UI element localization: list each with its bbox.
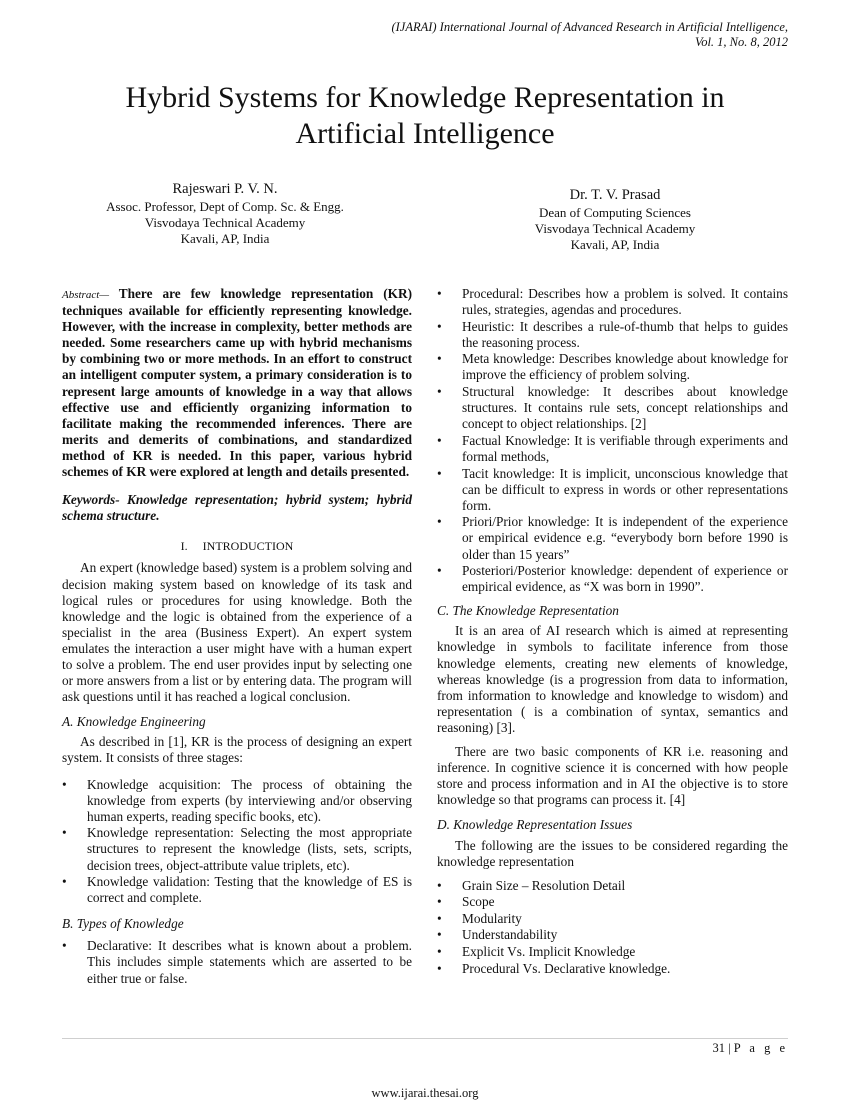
right-column xyxy=(437,286,788,977)
list-item: • Factual Knowledge: It is verifiable through experiments and formal methods, xyxy=(437,433,788,465)
page-number-value: 31 | xyxy=(712,1041,734,1055)
author-institution: Visvodaya Technical Academy xyxy=(144,215,306,230)
author-affiliation: Dean of Computing Sciences xyxy=(539,205,691,220)
list-item: • Tacit knowledge: It is implicit, unconscious knowledge that can be difficult to express in words or other representations form. xyxy=(437,466,788,514)
journal-volume: Vol. 1, No. 8, 2012 xyxy=(694,35,788,49)
page-number xyxy=(713,1041,788,1056)
subsection-heading-a: A. Knowledge Engineering xyxy=(62,714,206,730)
footer-url[interactable]: www.ijarai.thesai.org xyxy=(371,1086,479,1100)
journal-name: (IJARAI) International Journal of Advanced Research in Artificial Intelligence, xyxy=(391,20,788,34)
list-item: • Procedural: Describes how a problem is solved. It contains rules, strategies, agendas and procedures. xyxy=(437,286,788,318)
section-title: INTRODUCTION xyxy=(202,539,294,554)
title-line-2: Artificial Intelligence xyxy=(295,117,555,150)
list-item: • Procedural Vs. Declarative knowledge. xyxy=(437,961,788,977)
footer-divider xyxy=(62,1038,788,1039)
author-name: Rajeswari P. V. N. xyxy=(172,181,278,197)
subsection-heading-c: C. The Knowledge Representation xyxy=(437,603,619,619)
list-item: • Knowledge representation: Selecting the most appropriate structures to represent the knowledge (lists, sets, scripts, decision trees, object-attribute value triplets, etc). xyxy=(62,825,412,873)
abstract-text: There are few knowledge representation (KR) techniques available for efficiently representing knowledge. However, with the increase in complexity, better methods are needed. Some researchers came up with hybrid mechanisms by combining two or more methods. In an effort to construct an intelligent computer system, a primary consideration is to represent large amounts of knowledge in a way that allows effective use and efficiently organizing information to facilitate making the recommended inferences. There are merits and demerits of combinations, and standardized method of KR is needed. In this paper, various hybrid schemes of KR were explored at length and details presented. xyxy=(62,286,412,480)
paper-title xyxy=(40,80,810,152)
section-a-paragraph: As described in [1], KR is the process of designing an expert system. It consists of three stages: xyxy=(62,734,412,766)
list-item: • Posteriori/Posterior knowledge: dependent of experience or empirical evidence, as “X was born in 1990”. xyxy=(437,563,788,595)
author-name: Dr. T. V. Prasad xyxy=(569,187,661,203)
list-item: • Structural knowledge: It describes about knowledge structures. It contains rule sets, concept relationships and concept to object relationships. [2] xyxy=(437,384,788,432)
list-item: • Explicit Vs. Implicit Knowledge xyxy=(437,944,788,960)
section-d-paragraph: The following are the issues to be considered regarding the knowledge representation xyxy=(437,837,788,869)
keywords: Keywords- Knowledge representation; hybrid system; hybrid schema structure. xyxy=(62,492,412,524)
list-item: • Knowledge acquisition: The process of obtaining the knowledge from experts (by interviewing and/or observing human experts, reading specific books, etc). xyxy=(62,777,412,825)
list-item: • Modularity xyxy=(437,911,788,927)
author-institution: Visvodaya Technical Academy xyxy=(534,221,696,236)
section-heading-introduction xyxy=(62,538,412,554)
kr-issues-list xyxy=(437,878,788,977)
list-item: • Priori/Prior knowledge: It is independent of the experience or empirical evidence e.g. “everybody born before 1990 is older than 15 years” xyxy=(437,514,788,562)
author-affiliation: Assoc. Professor, Dept of Comp. Sc. & Engg. xyxy=(106,199,344,214)
section-c-paragraph-1: It is an area of AI research which is aimed at representing knowledge in symbols to facilitate inference from those knowledge elements, creating new elements of knowledge, whereas knowledge (is a progression from data to information, from information to knowledge and knowledge to wisdom) and representation ( is a combination of syntax, semantics and reasoning) [3]. xyxy=(437,623,788,735)
author-location: Kavali, AP, India xyxy=(180,231,270,246)
section-number: I. xyxy=(180,539,188,554)
list-item: • Declarative: It describes what is known about a problem. This includes simple statements which are asserted to be either true or false. xyxy=(62,938,412,986)
title-line-1: Hybrid Systems for Knowledge Representation in xyxy=(125,81,725,114)
abstract xyxy=(62,286,412,480)
list-item: • Meta knowledge: Describes knowledge about knowledge for improve the efficiency of problem solving. xyxy=(437,351,788,383)
abstract-label: Abstract— xyxy=(62,289,110,301)
author-block-1 xyxy=(80,180,370,247)
list-item: • Heuristic: It describes a rule-of-thumb that helps to guides the reasoning process. xyxy=(437,319,788,351)
section-c-paragraph-2: There are two basic components of KR i.e. reasoning and inference. In cognitive science it is concerned with how people store and process information and in AI the objective is to store knowledge so that programs can process it. [4] xyxy=(437,744,788,808)
left-column xyxy=(62,286,412,987)
stages-list xyxy=(62,777,412,907)
knowledge-types-list-left xyxy=(62,938,412,986)
list-item: • Understandability xyxy=(437,927,788,943)
list-item: • Knowledge validation: Testing that the knowledge of ES is correct and complete. xyxy=(62,874,412,906)
list-item: • Scope xyxy=(437,894,788,910)
knowledge-types-list-right xyxy=(437,286,788,595)
running-header xyxy=(391,20,788,50)
author-location: Kavali, AP, India xyxy=(570,237,660,252)
author-block-2 xyxy=(455,186,775,253)
intro-paragraph: An expert (knowledge based) system is a problem solving and decision making system based on knowledge of its task and logical rules or procedures for using knowledge. Both the knowledge and the logic is obtained from the experience of a specialist in the area (Business Expert). An expert system emulates the interaction a user might have with a human expert to solve a problem. The end user provides input by selecting one or more answers from a list or by entering data. The program will ask questions until it has reached a logical conclusion. xyxy=(62,560,412,705)
subsection-heading-b: B. Types of Knowledge xyxy=(62,916,184,932)
subsection-heading-d: D. Knowledge Representation Issues xyxy=(437,817,633,833)
page-word: P a g e xyxy=(733,1041,788,1055)
list-item: • Grain Size – Resolution Detail xyxy=(437,878,788,894)
